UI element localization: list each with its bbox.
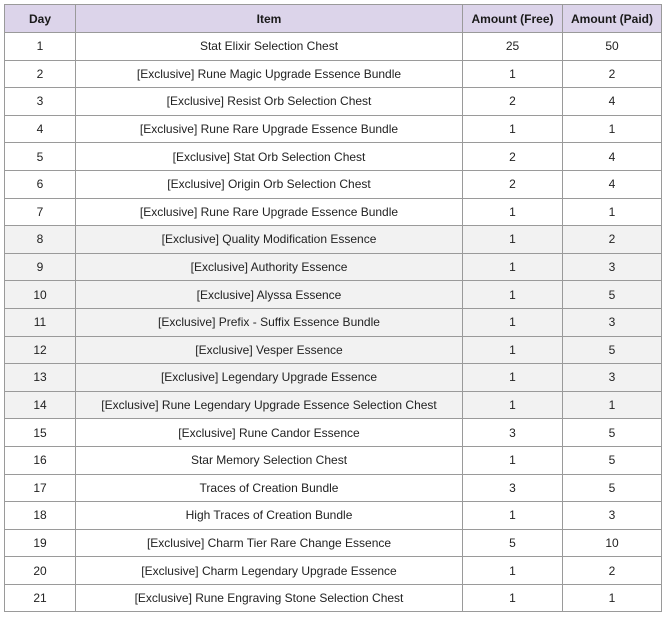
- item-cell: [Exclusive] Rune Rare Upgrade Essence Bundle: [76, 198, 463, 226]
- table-row: [5, 419, 662, 447]
- table-row: [5, 33, 662, 61]
- amount-paid-cell: 4: [563, 88, 662, 116]
- day-cell: 16: [5, 446, 76, 474]
- table-row: [5, 226, 662, 254]
- amount-free-cell: 1: [463, 391, 563, 419]
- amount-paid-cell: 2: [563, 226, 662, 254]
- day-cell: 1: [5, 33, 76, 61]
- item-cell: [Exclusive] Rune Magic Upgrade Essence Bundle: [76, 60, 463, 88]
- amount-free-cell: 1: [463, 446, 563, 474]
- table-row: [5, 60, 662, 88]
- amount-paid-cell: 3: [563, 502, 662, 530]
- item-cell: [Exclusive] Legendary Upgrade Essence: [76, 364, 463, 392]
- table-row: [5, 364, 662, 392]
- amount-free-cell: 1: [463, 336, 563, 364]
- item-cell: Stat Elixir Selection Chest: [76, 33, 463, 61]
- amount-paid-cell: 2: [563, 557, 662, 585]
- amount-paid-cell: 5: [563, 419, 662, 447]
- amount-free-cell: 1: [463, 115, 563, 143]
- item-cell: High Traces of Creation Bundle: [76, 502, 463, 530]
- amount-free-cell: 1: [463, 557, 563, 585]
- amount-paid-cell: 1: [563, 584, 662, 612]
- item-cell: [Exclusive] Rune Rare Upgrade Essence Bundle: [76, 115, 463, 143]
- amount-free-cell: 25: [463, 33, 563, 61]
- daily-rewards-table: [4, 4, 662, 612]
- item-cell: [Exclusive] Charm Legendary Upgrade Essence: [76, 557, 463, 585]
- day-cell: 3: [5, 88, 76, 116]
- amount-paid-cell: 3: [563, 364, 662, 392]
- item-cell: [Exclusive] Stat Orb Selection Chest: [76, 143, 463, 171]
- item-cell: [Exclusive] Authority Essence: [76, 253, 463, 281]
- table-body: [5, 33, 662, 612]
- table-row: [5, 143, 662, 171]
- amount-free-cell: 1: [463, 308, 563, 336]
- amount-paid-cell: 1: [563, 391, 662, 419]
- amount-paid-cell: 3: [563, 308, 662, 336]
- day-cell: 15: [5, 419, 76, 447]
- day-cell: 8: [5, 226, 76, 254]
- amount-free-cell: 1: [463, 281, 563, 309]
- item-cell: [Exclusive] Quality Modification Essence: [76, 226, 463, 254]
- amount-paid-cell: 5: [563, 281, 662, 309]
- table-row: [5, 88, 662, 116]
- amount-free-cell: 1: [463, 60, 563, 88]
- item-cell: [Exclusive] Rune Legendary Upgrade Essence Selection Chest: [76, 391, 463, 419]
- item-cell: [Exclusive] Resist Orb Selection Chest: [76, 88, 463, 116]
- item-cell: [Exclusive] Alyssa Essence: [76, 281, 463, 309]
- amount-free-cell: 1: [463, 198, 563, 226]
- header-day: Day: [5, 5, 76, 33]
- amount-free-cell: 1: [463, 226, 563, 254]
- day-cell: 12: [5, 336, 76, 364]
- header-amount-paid: Amount (Paid): [563, 5, 662, 33]
- header-row: [5, 5, 662, 33]
- day-cell: 18: [5, 502, 76, 530]
- item-cell: Traces of Creation Bundle: [76, 474, 463, 502]
- amount-paid-cell: 4: [563, 170, 662, 198]
- amount-free-cell: 5: [463, 529, 563, 557]
- amount-paid-cell: 1: [563, 198, 662, 226]
- day-cell: 17: [5, 474, 76, 502]
- amount-paid-cell: 10: [563, 529, 662, 557]
- table-row: [5, 198, 662, 226]
- day-cell: 6: [5, 170, 76, 198]
- amount-free-cell: 2: [463, 170, 563, 198]
- amount-paid-cell: 50: [563, 33, 662, 61]
- table-row: [5, 308, 662, 336]
- day-cell: 4: [5, 115, 76, 143]
- amount-free-cell: 2: [463, 143, 563, 171]
- amount-free-cell: 1: [463, 364, 563, 392]
- amount-free-cell: 1: [463, 502, 563, 530]
- amount-free-cell: 3: [463, 419, 563, 447]
- item-cell: Star Memory Selection Chest: [76, 446, 463, 474]
- day-cell: 21: [5, 584, 76, 612]
- table-row: [5, 170, 662, 198]
- day-cell: 7: [5, 198, 76, 226]
- table-row: [5, 502, 662, 530]
- day-cell: 20: [5, 557, 76, 585]
- day-cell: 14: [5, 391, 76, 419]
- item-cell: [Exclusive] Rune Candor Essence: [76, 419, 463, 447]
- day-cell: 9: [5, 253, 76, 281]
- table-header: [5, 5, 662, 33]
- table-row: [5, 253, 662, 281]
- item-cell: [Exclusive] Prefix - Suffix Essence Bundle: [76, 308, 463, 336]
- day-cell: 13: [5, 364, 76, 392]
- day-cell: 5: [5, 143, 76, 171]
- table-row: [5, 446, 662, 474]
- amount-paid-cell: 5: [563, 446, 662, 474]
- table-row: [5, 391, 662, 419]
- amount-paid-cell: 3: [563, 253, 662, 281]
- rewards-table-container: [4, 4, 662, 612]
- day-cell: 2: [5, 60, 76, 88]
- table-row: [5, 557, 662, 585]
- table-row: [5, 115, 662, 143]
- amount-paid-cell: 2: [563, 60, 662, 88]
- amount-free-cell: 1: [463, 584, 563, 612]
- day-cell: 11: [5, 308, 76, 336]
- amount-paid-cell: 5: [563, 474, 662, 502]
- day-cell: 19: [5, 529, 76, 557]
- amount-free-cell: 2: [463, 88, 563, 116]
- amount-free-cell: 1: [463, 253, 563, 281]
- amount-paid-cell: 5: [563, 336, 662, 364]
- amount-paid-cell: 4: [563, 143, 662, 171]
- item-cell: [Exclusive] Vesper Essence: [76, 336, 463, 364]
- item-cell: [Exclusive] Origin Orb Selection Chest: [76, 170, 463, 198]
- table-row: [5, 281, 662, 309]
- header-amount-free: Amount (Free): [463, 5, 563, 33]
- item-cell: [Exclusive] Charm Tier Rare Change Essence: [76, 529, 463, 557]
- header-item: Item: [76, 5, 463, 33]
- table-row: [5, 336, 662, 364]
- amount-paid-cell: 1: [563, 115, 662, 143]
- table-row: [5, 584, 662, 612]
- item-cell: [Exclusive] Rune Engraving Stone Selection Chest: [76, 584, 463, 612]
- amount-free-cell: 3: [463, 474, 563, 502]
- day-cell: 10: [5, 281, 76, 309]
- table-row: [5, 474, 662, 502]
- table-row: [5, 529, 662, 557]
